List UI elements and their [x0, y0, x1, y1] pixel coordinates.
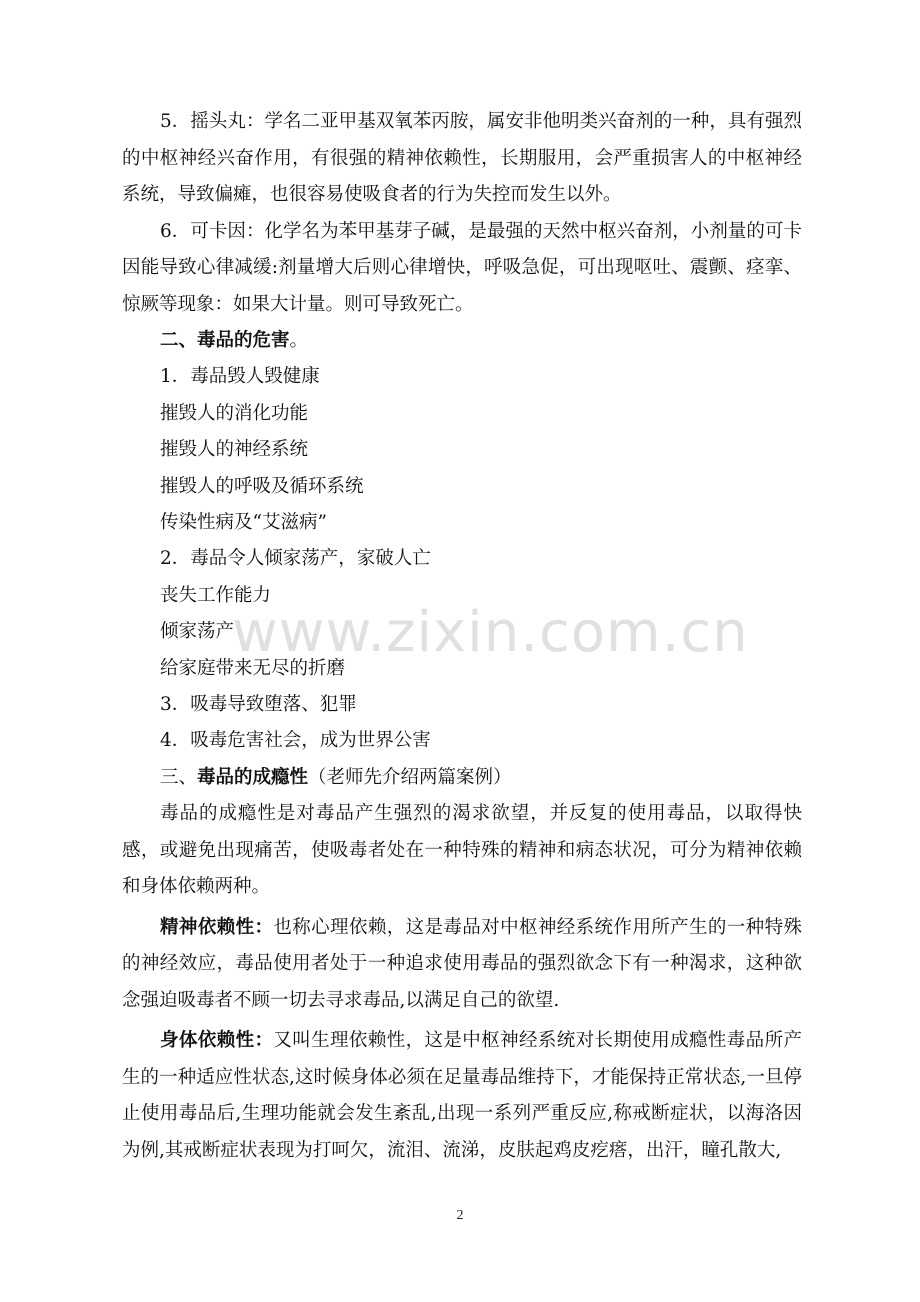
section-heading-harm-text: 二、毒品的危害 [160, 330, 290, 351]
list-item: 丧失工作能力 [160, 584, 272, 606]
list-item: 倾家荡产 [160, 621, 235, 643]
list-item: 摧毁人的消化功能 [160, 402, 309, 424]
page-content [122, 104, 802, 1169]
mental-dependence-text: 也称心理依赖，这是毒品对中枢神经系统作用所产生的一种特殊的神经效应，毒品使用者处于一种追求使用毒品的强烈欲念下有一种渴求，这种欲念强迫吸毒者不顾一切去寻求毒品,以满足自己的欲望. [122, 916, 802, 1011]
section-heading-harm [160, 323, 802, 359]
section-heading-addiction-prefix: 三、 [160, 766, 198, 788]
paragraph-mental-dependence [122, 910, 802, 1020]
paragraph-physical-dependence [122, 1023, 802, 1169]
list-item: 1．毒品毁人毁健康 [160, 366, 320, 388]
mental-dependence-term: 精神依赖性： [160, 916, 274, 938]
paragraph-addiction-intro: 毒品的成瘾性是对毒品产生强烈的渴求欲望，并反复的使用毒品，以取得快感，或避免出现痛苦，使吸毒者处在一种特殊的精神和病态状况，可分为精神依赖和身体依赖两种。 [122, 803, 802, 898]
list-item: 给家庭带来无尽的折磨 [160, 657, 346, 679]
paragraph-cocaine: 6．可卡因：化学名为苯甲基芽子碱，是最强的天然中枢兴奋剂，小剂量的可卡因能导致心律减缓:剂量增大后则心律增快，呼吸急促，可出现呕吐、震颤、痉挛、惊厥等现象：如果大计量。则可导致死亡。 [122, 220, 802, 315]
list-item: 4．吸毒危害社会，成为世界公害 [160, 730, 431, 752]
paragraph-ecstasy: 5．摇头丸：学名二亚甲基双氧苯丙胺，属安非他明类兴奋剂的一种，具有强烈的中枢神经兴奋作用，有很强的精神依赖性，长期服用，会严重损害人的中枢神经系统，导致偏瘫，也很容易使吸食者的行为失控而发生以外。 [122, 111, 802, 205]
physical-dependence-text: 又叫生理依赖性，这是中枢神经系统对长期使用成瘾性毒品所产生的一种适应性状态,这时候身体必须在足量毒品维持下，才能保持正常状态,一旦停止使用毒品后,生理功能就会发生紊乱,出现一系列严重反应,称戒断症状，以海洛因为例,其戒断症状表现为打呵欠，流泪、流涕，皮肤起鸡皮疙瘩，出汗，瞳孔散大, [122, 1030, 802, 1161]
list-item: 摧毁人的神经系统 [160, 439, 309, 461]
list-item: 3．吸毒导致堕落、犯罪 [160, 694, 357, 716]
watermark: www.zixin.com.cn [232, 600, 749, 665]
section-heading-harm-tail: 。 [289, 330, 309, 351]
list-item: 2．毒品令人倾家荡产，家破人亡 [160, 548, 431, 570]
section-heading-addiction-tail: （老师先介绍两篇案例） [308, 766, 512, 788]
section-heading-addiction-text: 毒品的成瘾性 [197, 766, 309, 788]
page-number: 2 [456, 1208, 464, 1223]
section-heading-addiction [160, 760, 802, 796]
physical-dependence-term: 身体依赖性： [160, 1030, 274, 1052]
list-item: 摧毁人的呼吸及循环系统 [160, 475, 364, 497]
list-item: 传染性病及“艾滋病” [160, 512, 327, 534]
